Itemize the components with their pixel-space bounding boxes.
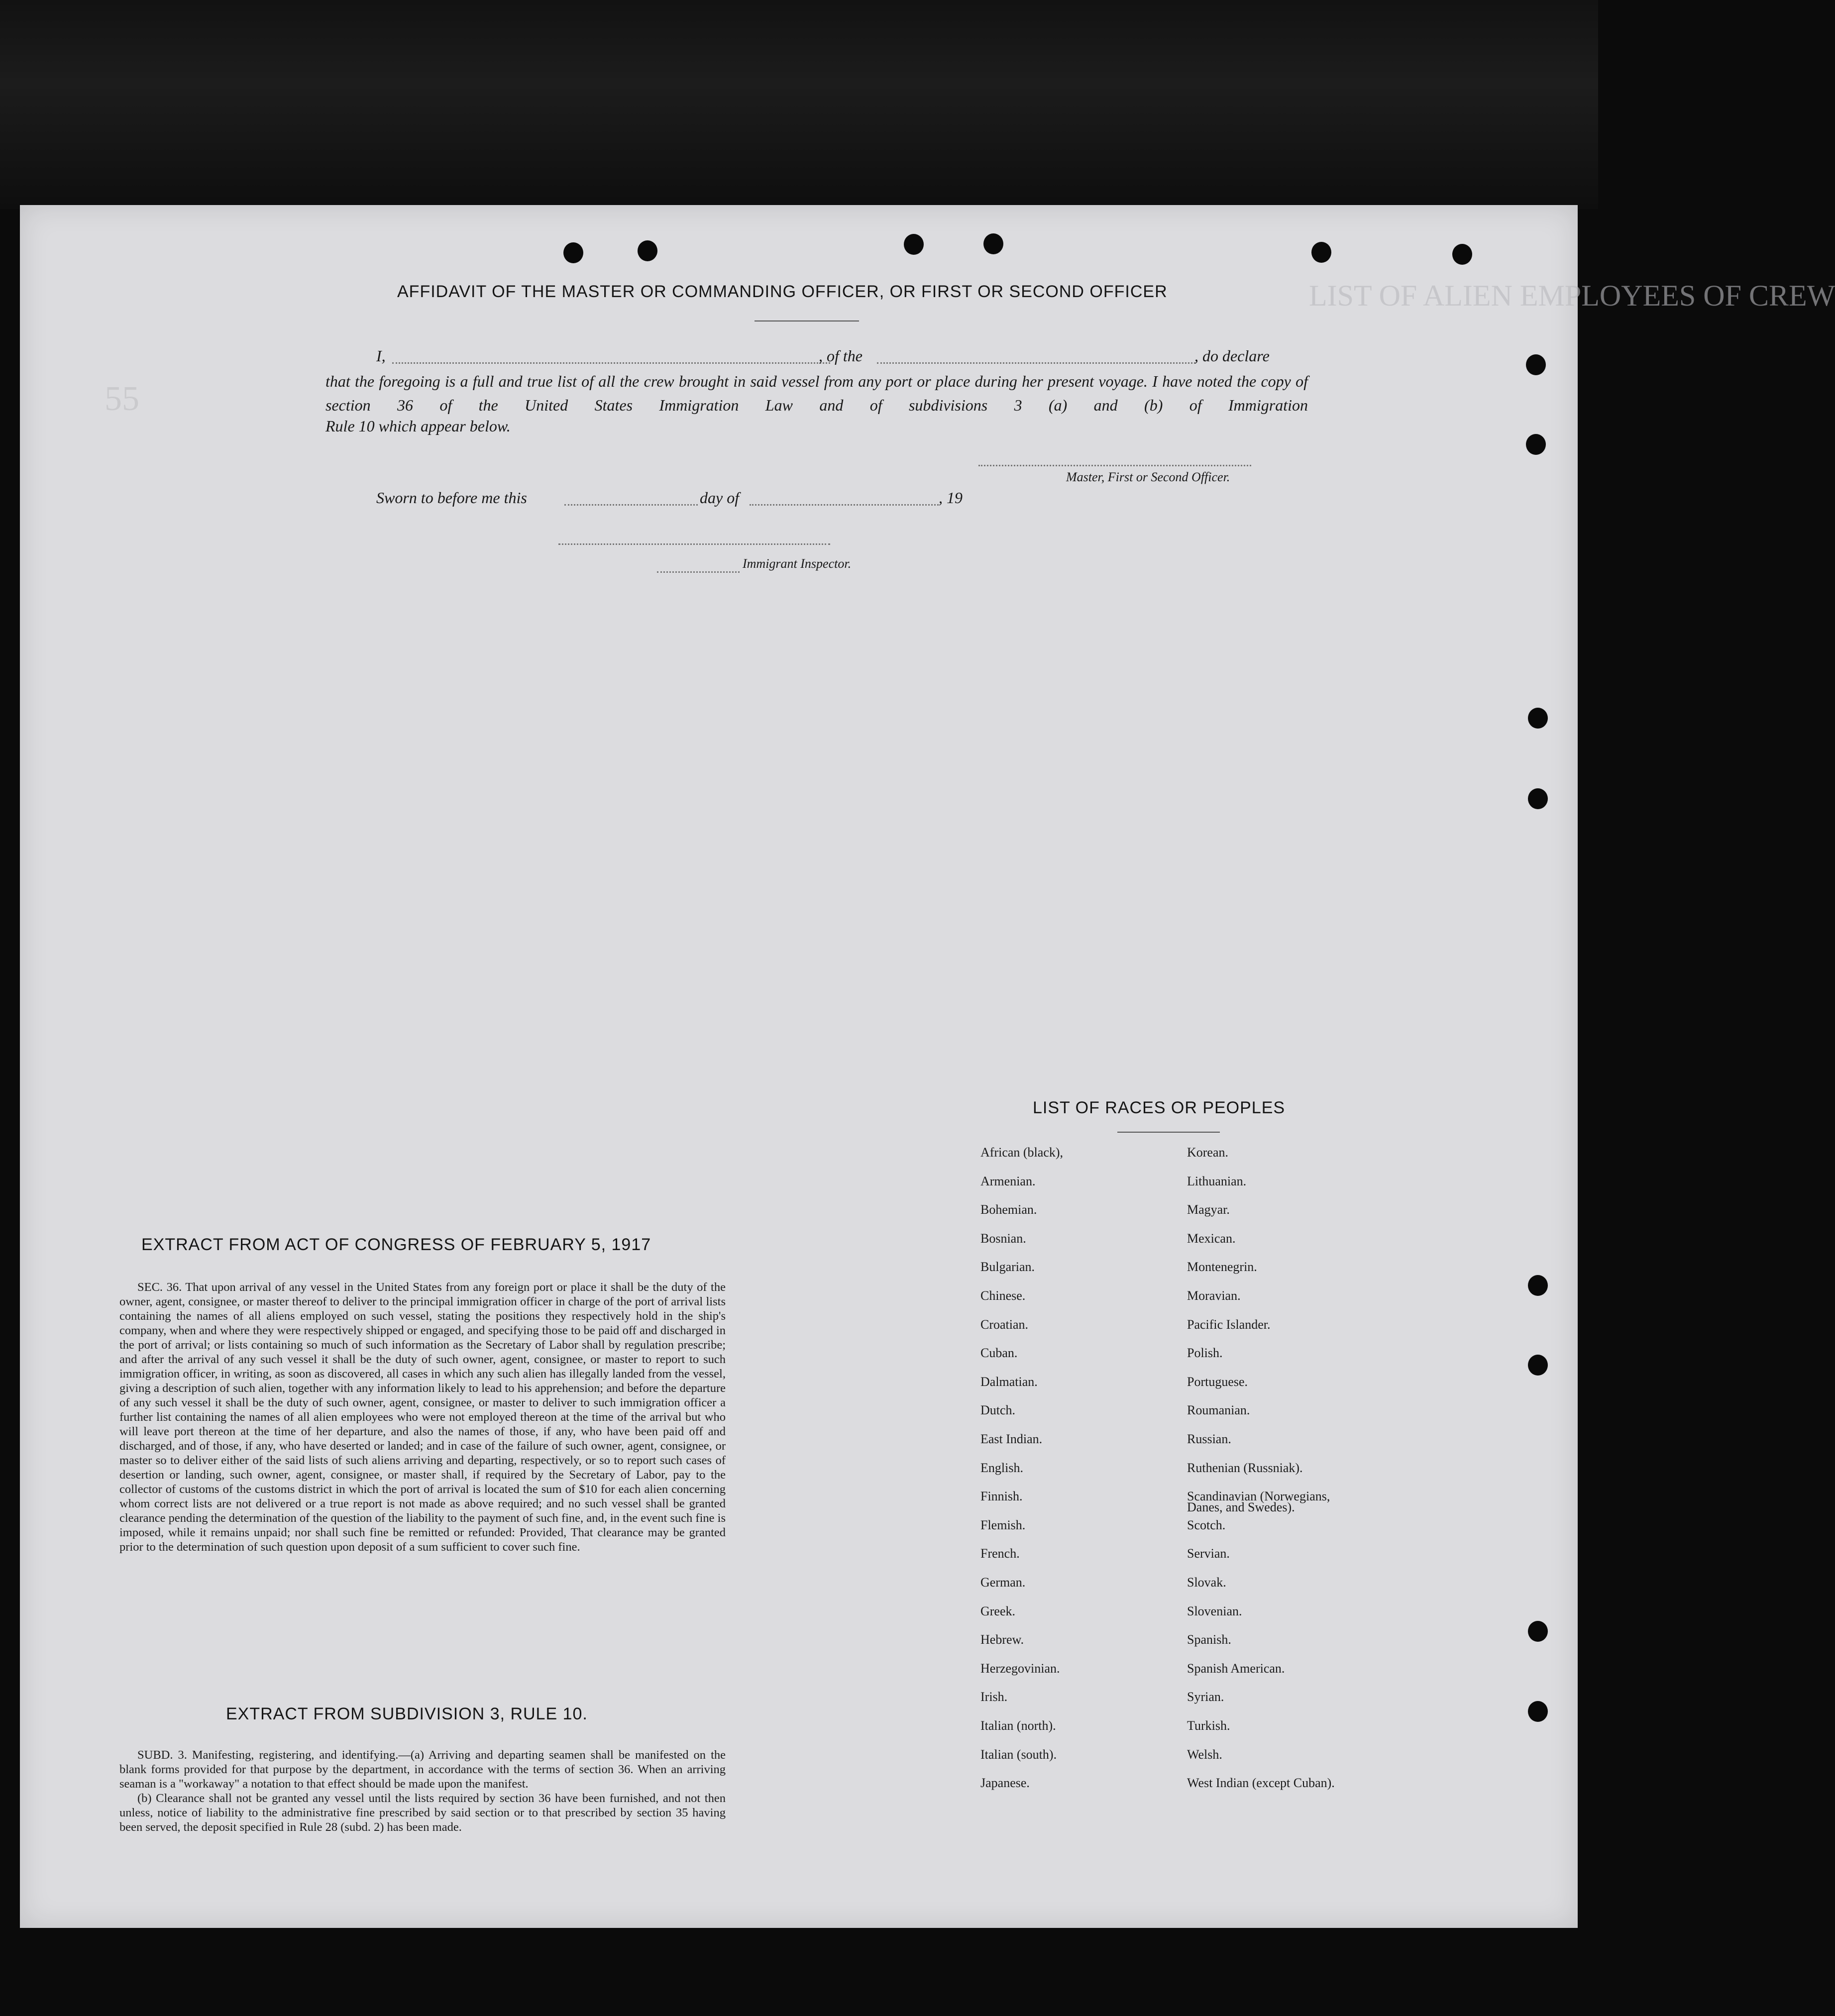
sworn-year: , 19 (939, 489, 963, 507)
race-item: Flemish. (980, 1517, 1026, 1532)
binder-hole (1528, 788, 1548, 809)
binder-hole (1528, 1621, 1548, 1642)
race-item: Servian. (1187, 1546, 1230, 1561)
race-item: Mexican. (1187, 1231, 1236, 1246)
rule-extract-text (119, 1748, 726, 1834)
binder-hole (638, 240, 657, 261)
binder-hole (1528, 1355, 1548, 1376)
race-item: Bohemian. (980, 1202, 1037, 1217)
act-extract-title: EXTRACT FROM ACT OF CONGRESS OF FEBRUARY 5, 1917 (141, 1235, 651, 1254)
divider (1117, 1132, 1220, 1133)
race-item: Danes, and Swedes). (1187, 1500, 1295, 1514)
binder-hole (563, 242, 583, 263)
binder-hole (904, 234, 924, 255)
act-extract-paragraph: SEC. 36. That upon arrival of any vessel in the United States from any foreign port or place it shall be the duty of the owner, agent, consignee, or master thereof to deliver to the principal immigration officer in charge of the port of arrival lists containing the names of all aliens employed on such vessel, stating the positions they respectively hold in the ship's company, when and where they were respectively shipped or engaged, and specifying those to be paid off and discharged in the port of arrival; or lists containing so much of such information as the Secretary of Labor shall by regulation prescribe; and after the arrival of any such vessel it shall be the duty of such owner, agent, consignee, or master to report to such immigration officer, in writing, as soon as discovered, all cases in which any such alien has illegally landed from the vessel, giving a description of such alien, together with any information likely to lead to his apprehension; and before the departure of any such vessel it shall be the duty of such owner, agent, consignee, or master to deliver to such immigration officer a further list containing the names of all alien employees who were not employed thereon at the time of the arrival but who will leave port thereon at the time of her departure, and also the names of those, if any, who have been paid off and discharged, and of those, if any, who have deserted or landed; and in case of the failure of such owner, agent, consignee, or master so to deliver either of the said lists of such aliens arriving and departing, respectively, or so to report such cases of desertion or landing, such owner, agent, consignee, or master shall, if required by the Secretary of Labor, pay to the collector of customs of the customs district in which the port of arrival is located the sum of $10 for each alien concerning whom correct lists are not delivered or a true report is not made as above required; and no such vessel shall be granted clearance pending the determination of the question of the liability to the payment of such fine, and, in the event such fine is imposed, while it remains unpaid; nor shall such fine be remitted or refunded: Provided, That clearance may be granted prior to the determination of such question upon deposit of a sum sufficient to cover such fine. (119, 1280, 726, 1554)
binder-hole (1452, 244, 1472, 265)
declaration-paragraph: that the foregoing is a full and true list of all the crew brought in said vessel from any port or place during her present voyage. I have noted the copy of section 36 of the United States Immigration Law and of subdivisions 3 (a) and (b) of Immigration (325, 372, 1308, 414)
race-item: East Indian. (980, 1432, 1043, 1446)
race-item: Armenian. (980, 1173, 1036, 1188)
binder-hole (1528, 1275, 1548, 1296)
race-item: Moravian. (1187, 1288, 1241, 1303)
bleed-through-mark: LIST OF ALIEN EMPLOYEES OF CREW (1309, 279, 1835, 312)
race-item: Greek. (980, 1603, 1016, 1618)
race-item: Spanish American. (1187, 1661, 1285, 1676)
declaration-last-line: Rule 10 which appear below. (325, 417, 511, 435)
declaration-i: I, (376, 347, 386, 365)
race-item: Korean. (1187, 1145, 1229, 1160)
act-extract-text (119, 1280, 726, 1554)
race-item: Welsh. (1187, 1747, 1222, 1762)
race-item: Turkish. (1187, 1718, 1230, 1733)
month-blank (750, 504, 939, 506)
divider (755, 320, 859, 321)
race-item: Japanese. (980, 1776, 1030, 1791)
name-blank (392, 362, 830, 364)
race-item: Bulgarian. (980, 1260, 1035, 1274)
sworn-text: Sworn to before me this (376, 489, 527, 507)
race-item: Italian (north). (980, 1718, 1056, 1733)
race-item: Croatian. (980, 1317, 1029, 1332)
race-item: Pacific Islander. (1187, 1317, 1271, 1332)
race-item: Italian (south). (980, 1747, 1057, 1762)
document-page (20, 205, 1835, 1928)
officer-label: Master, First or Second Officer. (1066, 470, 1230, 484)
race-item: Magyar. (1187, 1202, 1230, 1217)
rule-extract-title: EXTRACT FROM SUBDIVISION 3, RULE 10. (226, 1704, 588, 1723)
officer-signature-blank (978, 465, 1251, 466)
race-item: Montenegrin. (1187, 1260, 1257, 1274)
race-item: West Indian (except Cuban). (1187, 1776, 1335, 1791)
race-item: Dutch. (980, 1403, 1016, 1418)
binder-hole (1526, 354, 1546, 375)
rule-extract-paragraph-a: SUBD. 3. Manifesting, registering, and identifying.—(a) Arriving and departing seamen shall be manifested on the blank forms provided for that purpose by the department, in accordance with the terms of section 36. When an arriving seaman is a "workaway" a notation to that effect should be made upon the manifest. (119, 1748, 726, 1791)
race-item: Herzegovinian. (980, 1661, 1060, 1676)
race-item: African (black), (980, 1145, 1064, 1160)
rule-extract-paragraph-b: (b) Clearance shall not be granted any vessel until the lists required by section 36 have been furnished, and not then unless, notice of liability to the administrative fine prescribed by said section or to that prescribed by section 35 having been served, the deposit specified in Rule 28 (subd. 2) has been made. (119, 1792, 726, 1834)
race-item: French. (980, 1546, 1020, 1561)
binder-hole (1311, 242, 1331, 263)
declaration-of-the: , of the (819, 347, 863, 365)
race-item: Syrian. (1187, 1690, 1224, 1704)
declaration-do-declare: , do declare (1194, 347, 1270, 365)
bleed-through-mark: 55 (105, 380, 139, 418)
inspector-signature-blank (558, 543, 830, 545)
races-title: LIST OF RACES OR PEOPLES (1033, 1098, 1286, 1117)
binder-hole (1528, 1701, 1548, 1722)
race-item: Ruthenian (Russniak). (1187, 1460, 1303, 1475)
race-item: Irish. (980, 1690, 1008, 1704)
race-item: Hebrew. (980, 1632, 1024, 1647)
inspector-blank (657, 571, 740, 573)
sworn-day-of: day of (700, 489, 740, 507)
race-item: Polish. (1187, 1346, 1223, 1361)
binder-hole (983, 233, 1003, 254)
race-item: German. (980, 1575, 1026, 1590)
race-item: Spanish. (1187, 1632, 1231, 1647)
binder-hole (1528, 708, 1548, 729)
race-item: Portuguese. (1187, 1374, 1248, 1389)
race-item: Finnish. (980, 1489, 1023, 1504)
race-item: Cuban. (980, 1346, 1018, 1361)
race-item: Scandinavian (Norwegians, (1187, 1489, 1330, 1504)
affidavit-title: AFFIDAVIT OF THE MASTER OR COMMANDING OFFICER, OR FIRST OR SECOND OFFICER (397, 282, 1168, 301)
race-item: Chinese. (980, 1288, 1026, 1303)
race-item: Slovenian. (1187, 1603, 1242, 1618)
scan-border (0, 0, 1598, 209)
vessel-blank (877, 362, 1195, 364)
binder-hole (1526, 434, 1546, 455)
inspector-label: Immigrant Inspector. (743, 556, 852, 571)
day-blank (564, 504, 698, 506)
race-item: Russian. (1187, 1432, 1231, 1446)
race-item: Slovak. (1187, 1575, 1226, 1590)
race-item: Lithuanian. (1187, 1173, 1247, 1188)
race-item: Bosnian. (980, 1231, 1026, 1246)
race-item: English. (980, 1460, 1023, 1475)
race-item: Dalmatian. (980, 1374, 1038, 1389)
race-item: Scotch. (1187, 1517, 1226, 1532)
race-item: Roumanian. (1187, 1403, 1250, 1418)
